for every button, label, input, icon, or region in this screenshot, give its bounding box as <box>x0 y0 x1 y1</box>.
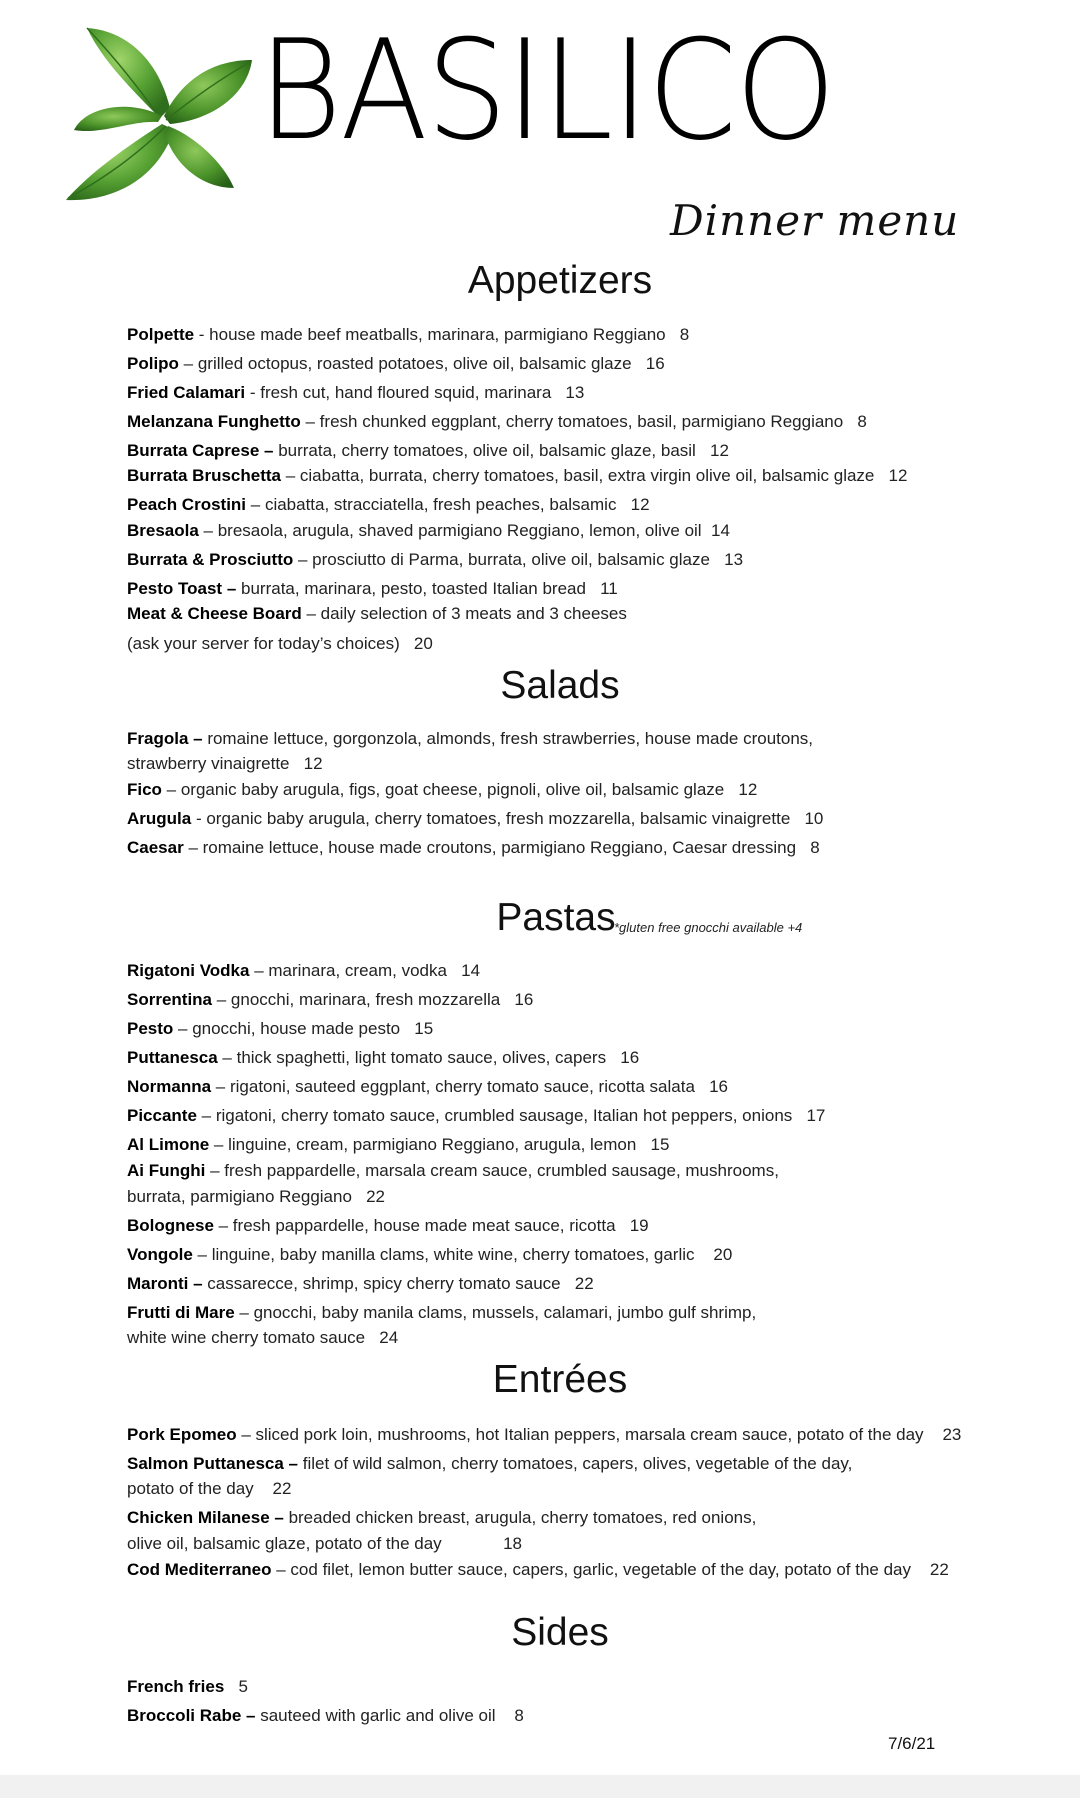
menu-item <box>127 492 1027 517</box>
item-description: – prosciutto di Parma, burrata, olive oil, balsamic glaze 13 <box>293 550 744 569</box>
menu-item <box>127 1045 1027 1070</box>
item-name: Chicken Milanese – <box>127 1508 284 1527</box>
menu-item <box>127 958 1027 983</box>
menu-item <box>127 777 1027 802</box>
item-description: filet of wild salmon, cherry tomatoes, capers, olives, vegetable of the day, <box>298 1454 853 1473</box>
item-name: Bresaola <box>127 521 199 540</box>
item-description: – fresh pappardelle, marsala cream sauce, crumbled sausage, mushrooms, <box>205 1161 779 1180</box>
item-name: Melanzana Funghetto <box>127 412 301 431</box>
item-name: Sorrentina <box>127 990 213 1009</box>
item-description: – fresh chunked eggplant, cherry tomatoes, basil, parmigiano Reggiano 8 <box>300 412 867 431</box>
item-description: – cod filet, lemon butter sauce, capers, garlic, vegetable of the day, potato of the day 22 <box>271 1560 949 1579</box>
section-title-entrees: Entrées <box>492 1358 628 1401</box>
menu-item-continuation <box>127 751 1027 776</box>
item-name: Burrata Bruschetta <box>127 466 281 485</box>
item-description: - fresh cut, hand floured squid, marinara 13 <box>245 383 585 402</box>
menu-item <box>127 987 1027 1012</box>
item-name: Bolognese <box>127 1216 214 1235</box>
item-name: Vongole <box>127 1245 193 1264</box>
item-description: – ciabatta, stracciatella, fresh peaches, balsamic 12 <box>246 495 650 514</box>
item-description: – rigatoni, cherry tomato sauce, crumbled sausage, Italian hot peppers, onions 17 <box>196 1106 826 1125</box>
item-description: (ask your server for today’s choices) 20 <box>127 634 433 653</box>
menu-item <box>127 547 1027 572</box>
item-description: burrata, marinara, pesto, toasted Italian bread 11 <box>236 579 618 598</box>
menu-item <box>127 380 1027 405</box>
menu-item <box>127 1016 1027 1041</box>
basil-leaf-icon <box>62 20 262 210</box>
item-name: Polipo <box>127 354 179 373</box>
item-name: Pork Epomeo <box>127 1425 237 1444</box>
menu-item <box>127 1451 1027 1476</box>
item-description: sauteed with garlic and olive oil 8 <box>255 1706 524 1725</box>
item-name: Maronti – <box>127 1274 203 1293</box>
item-name: Polpette <box>127 325 195 344</box>
menu-item <box>127 726 1027 751</box>
item-description: – fresh pappardelle, house made meat sauce, ricotta 19 <box>213 1216 649 1235</box>
menu-item <box>127 1674 1027 1699</box>
item-description: – gnocchi, house made pesto 15 <box>173 1019 434 1038</box>
item-description: burrata, parmigiano Reggiano 22 <box>127 1187 385 1206</box>
menu-subtitle: Dinner menu <box>670 196 960 245</box>
item-description: – linguine, cream, parmigiano Reggiano, arugula, lemon 15 <box>209 1135 670 1154</box>
menu-item <box>127 806 1027 831</box>
item-description: 5 <box>224 1677 248 1696</box>
pastas-title-text: Pastas <box>496 896 616 939</box>
menu-item-continuation <box>127 1325 1027 1350</box>
item-description: cassarecce, shrimp, spicy cherry tomato sauce 22 <box>202 1274 594 1293</box>
menu-item-continuation <box>127 1531 1027 1556</box>
item-name: Burrata & Prosciutto <box>127 550 294 569</box>
item-name: French fries <box>127 1677 225 1696</box>
item-description: – marinara, cream, vodka 14 <box>249 961 481 980</box>
item-description: – ciabatta, burrata, cherry tomatoes, basil, extra virgin olive oil, balsamic glaze 12 <box>281 466 908 485</box>
menu-item <box>127 1703 1027 1728</box>
menu-item-continuation <box>127 1476 1027 1501</box>
item-name: Normanna <box>127 1077 212 1096</box>
menu-item <box>127 1242 1027 1267</box>
section-title-sides: Sides <box>511 1611 609 1654</box>
item-description: romaine lettuce, gorgonzola, almonds, fresh strawberries, house made croutons, <box>202 729 814 748</box>
item-description: – sliced pork loin, mushrooms, hot Italian peppers, marsala cream sauce, potato of the day 23 <box>236 1425 962 1444</box>
item-description: – gnocchi, marinara, fresh mozzarella 16 <box>212 990 534 1009</box>
menu-item <box>127 1557 1027 1582</box>
item-name: Fried Calamari <box>127 383 246 402</box>
menu-item <box>127 601 1027 626</box>
item-description: - organic baby arugula, cherry tomatoes, fresh mozzarella, balsamic vinaigrette 10 <box>191 809 824 828</box>
menu-item <box>127 1422 1027 1447</box>
item-name: Al Limone <box>127 1135 210 1154</box>
item-name: Puttanesca <box>127 1048 218 1067</box>
menu-item <box>127 409 1027 434</box>
item-name: Broccoli Rabe – <box>127 1706 256 1725</box>
item-name: Salmon Puttanesca – <box>127 1454 299 1473</box>
menu-item <box>127 463 1027 488</box>
menu-item <box>127 1103 1027 1128</box>
menu-item <box>127 518 1027 543</box>
gluten-free-note: *gluten free gnocchi available +4 <box>614 920 803 935</box>
restaurant-name: BASILICO <box>258 10 835 171</box>
item-description: strawberry vinaigrette 12 <box>127 754 323 773</box>
item-name: Fragola – <box>127 729 203 748</box>
item-description: burrata, cherry tomatoes, olive oil, balsamic glaze, basil 12 <box>273 441 729 460</box>
item-description: – linguine, baby manilla clams, white wine, cherry tomatoes, garlic 20 <box>192 1245 733 1264</box>
menu-item <box>127 1300 1027 1325</box>
section-title-pastas <box>0 896 1080 940</box>
item-description: – grilled octopus, roasted potatoes, olive oil, balsamic glaze 16 <box>178 354 665 373</box>
item-name: Pesto Toast – <box>127 579 237 598</box>
item-description: olive oil, balsamic glaze, potato of the day 18 <box>127 1534 522 1553</box>
item-name: Piccante <box>127 1106 197 1125</box>
menu-item <box>127 835 1027 860</box>
item-description: – thick spaghetti, light tomato sauce, olives, capers 16 <box>217 1048 640 1067</box>
menu-item <box>127 351 1027 376</box>
menu-item <box>127 1132 1027 1157</box>
item-name: Pesto <box>127 1019 174 1038</box>
item-name: Peach Crostini <box>127 495 247 514</box>
item-description: – organic baby arugula, figs, goat cheese, pignoli, olive oil, balsamic glaze 12 <box>161 780 758 799</box>
menu-item <box>127 1074 1027 1099</box>
menu-item <box>127 1271 1027 1296</box>
item-name: Caesar <box>127 838 184 857</box>
item-name: Rigatoni Vodka <box>127 961 250 980</box>
menu-item <box>127 438 1027 463</box>
item-description: - house made beef meatballs, marinara, parmigiano Reggiano 8 <box>194 325 690 344</box>
menu-item <box>127 1213 1027 1238</box>
item-name: Ai Funghi <box>127 1161 206 1180</box>
menu-item <box>127 1158 1027 1183</box>
item-name: Arugula <box>127 809 192 828</box>
item-description: – romaine lettuce, house made croutons, parmigiano Reggiano, Caesar dressing 8 <box>183 838 820 857</box>
item-description: potato of the day 22 <box>127 1479 292 1498</box>
menu-item-continuation <box>127 631 1027 656</box>
menu-item <box>127 576 1027 601</box>
item-name: Frutti di Mare <box>127 1303 235 1322</box>
section-title-appetizers: Appetizers <box>467 259 653 302</box>
item-description: – gnocchi, baby manila clams, mussels, calamari, jumbo gulf shrimp, <box>234 1303 757 1322</box>
item-description: – bresaola, arugula, shaved parmigiano Reggiano, lemon, olive oil 14 <box>198 521 730 540</box>
item-name: Burrata Caprese – <box>127 441 274 460</box>
menu-date: 7/6/21 <box>888 1734 936 1753</box>
menu-item-continuation <box>127 1184 1027 1209</box>
section-title-salads: Salads <box>500 664 620 707</box>
item-name: Cod Mediterraneo <box>127 1560 272 1579</box>
item-name: Meat & Cheese Board <box>127 604 302 623</box>
item-description: – rigatoni, sauteed eggplant, cherry tomato sauce, ricotta salata 16 <box>211 1077 728 1096</box>
item-description: breaded chicken breast, arugula, cherry tomatoes, red onions, <box>283 1508 757 1527</box>
item-description: – daily selection of 3 meats and 3 cheeses <box>301 604 627 623</box>
menu-item <box>127 1505 1027 1530</box>
menu-item <box>127 322 1027 347</box>
item-name: Fico <box>127 780 162 799</box>
item-description: white wine cherry tomato sauce 24 <box>127 1328 399 1347</box>
